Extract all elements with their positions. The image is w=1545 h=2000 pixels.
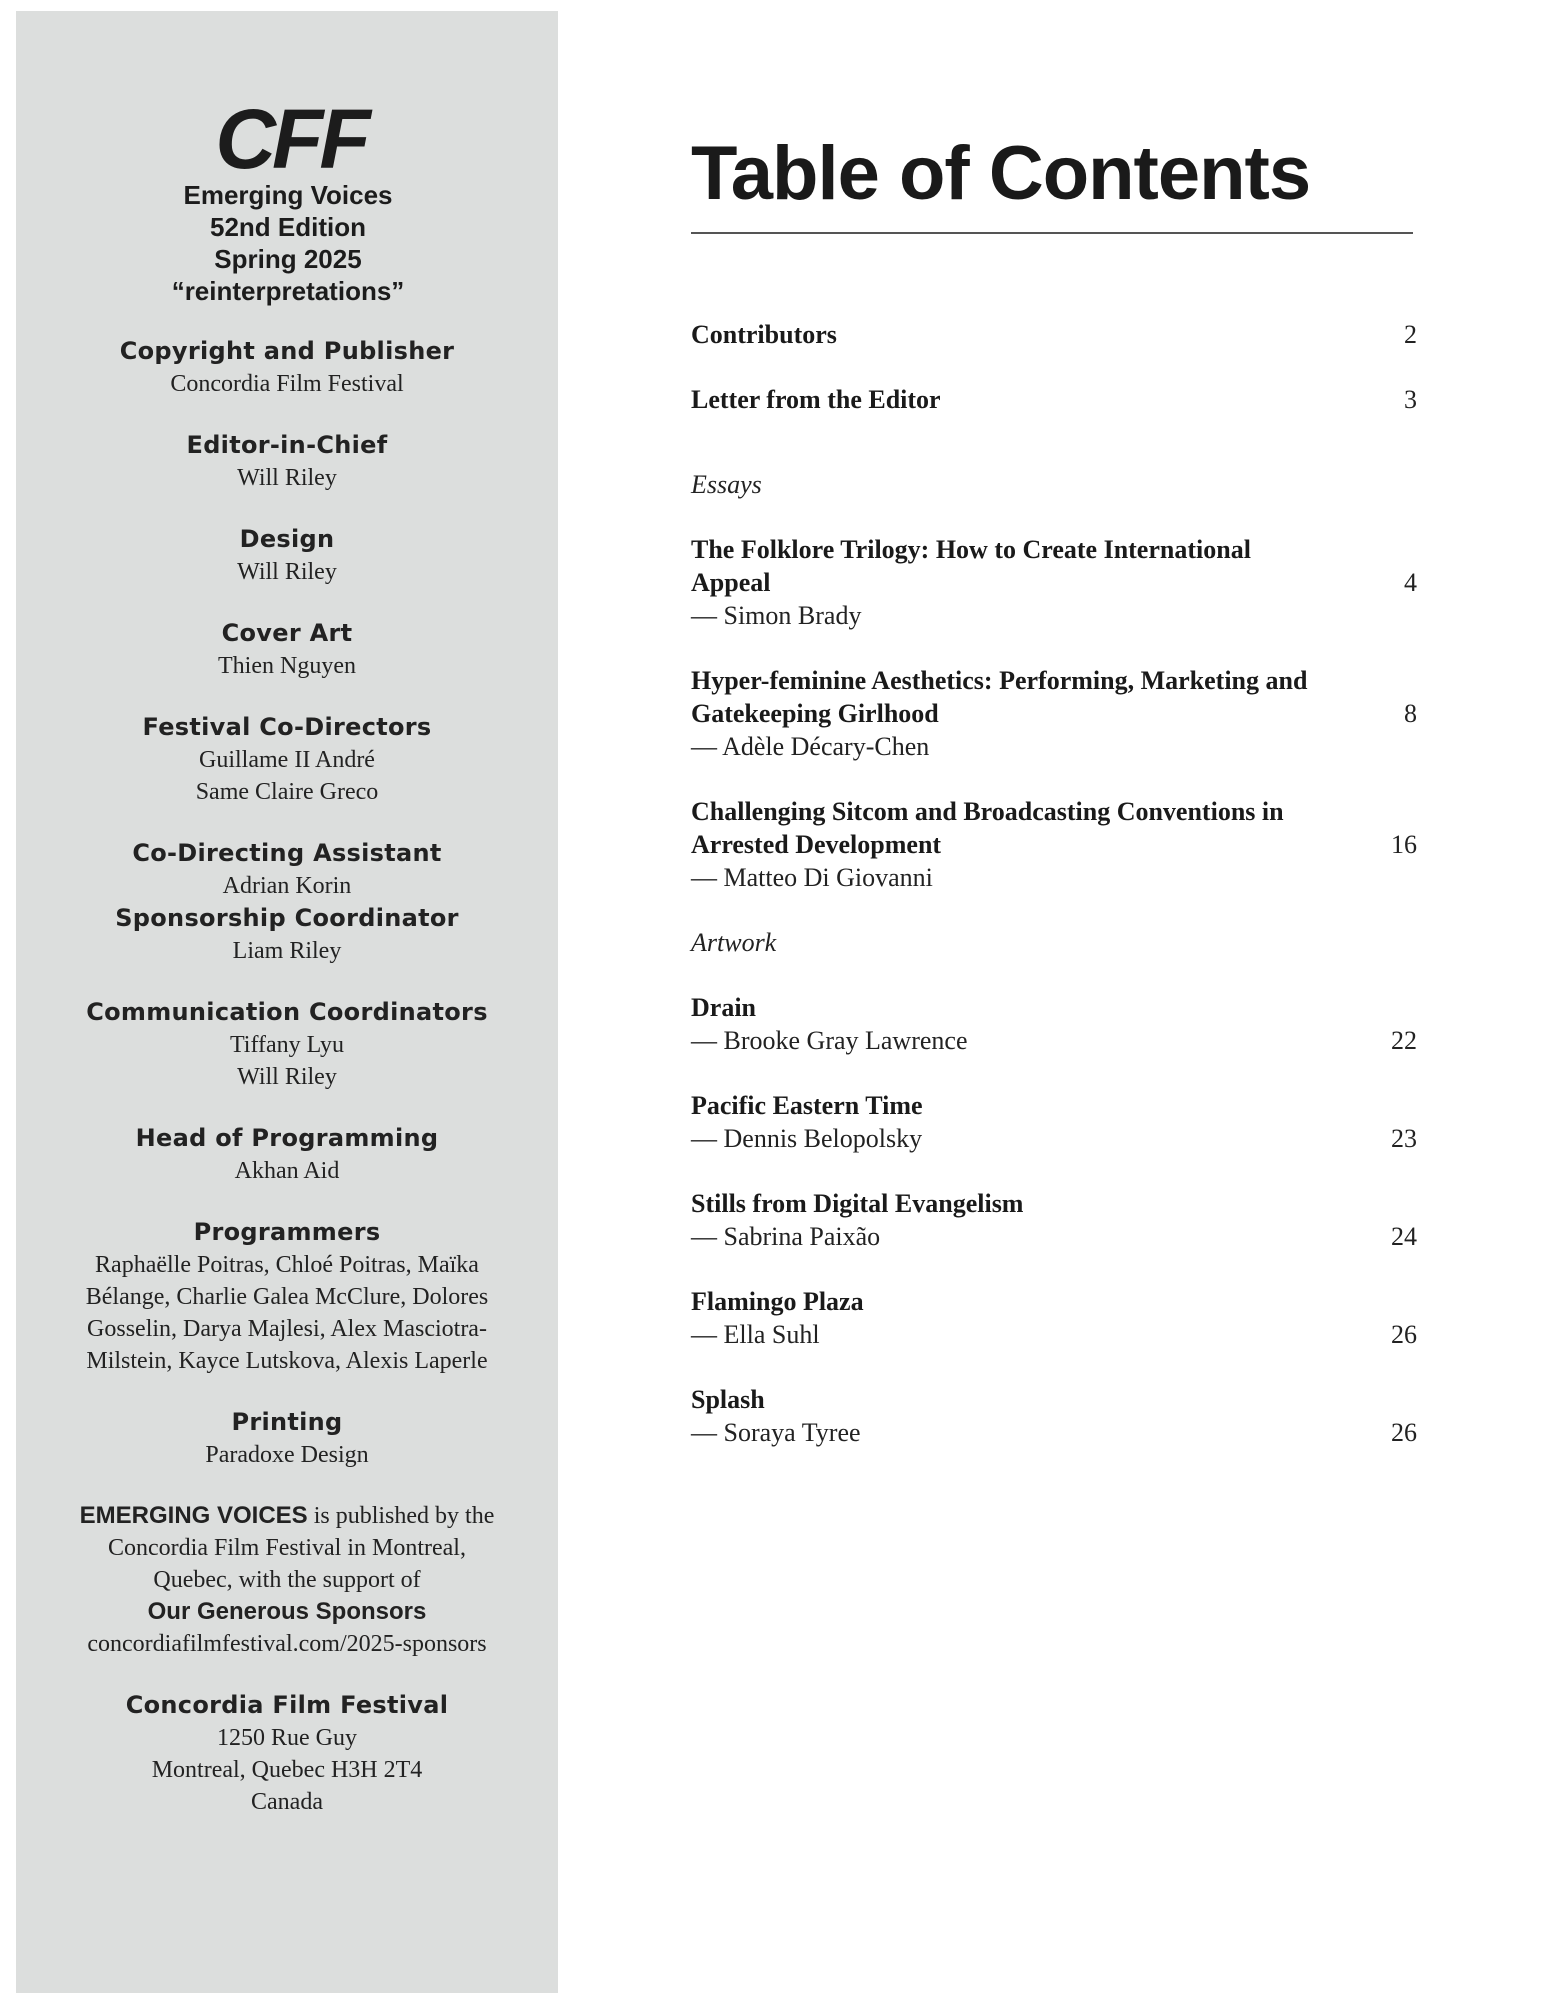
credit-name: Raphaëlle Poitras, Chloé Poitras, Maïka Bélange, Charlie Galea McClure, Dolores Gosselin, Darya Majlesi, Alex Masciotra-Milstein, Kayce Lutskova, Alexis Laperle	[85, 1252, 489, 1374]
credit-design	[16, 523, 558, 588]
toc-entry	[691, 533, 1417, 632]
credit-publisher	[16, 335, 558, 400]
credit-role: Programmers	[193, 1218, 381, 1246]
entry-page: 23	[1391, 1124, 1417, 1153]
credit-sponsorship	[16, 902, 558, 967]
toc-entry	[691, 795, 1417, 894]
credit-printing	[16, 1406, 558, 1471]
page-title: Table of Contents	[691, 131, 1311, 216]
masthead-sidebar	[16, 11, 558, 1993]
entry-title: Challenging Sitcom and Broadcasting Conventions in Arrested Development	[691, 797, 1284, 859]
credit-co-directors	[16, 711, 558, 808]
toc-entries	[691, 318, 1417, 1481]
credit-name: Adrian Korin	[222, 873, 352, 899]
credit-cover-art	[16, 617, 558, 682]
publication-title: EMERGING VOICES	[79, 1502, 308, 1529]
toc-entry	[691, 1187, 1417, 1253]
entry-author: — Sabrina Paixão	[691, 1222, 881, 1251]
entry-page: 3	[1404, 385, 1417, 414]
entry-page: 26	[1391, 1320, 1417, 1349]
credit-role: Copyright and Publisher	[119, 337, 455, 365]
credit-role: Communication Coordinators	[86, 998, 488, 1026]
entry-title: Contributors	[691, 320, 837, 349]
address-street: 1250 Rue Guy	[217, 1725, 357, 1751]
credits-list	[16, 335, 558, 1847]
credit-name: Will Riley	[237, 1064, 337, 1090]
publication-note	[72, 1500, 502, 1660]
credit-name: Will Riley	[237, 465, 337, 491]
entry-author: — Simon Brady	[691, 601, 862, 630]
entry-title: Hyper-feminine Aesthetics: Performing, Marketing and Gatekeeping Girlhood	[691, 666, 1308, 728]
entry-page: 4	[1404, 568, 1417, 597]
credit-name: Liam Riley	[232, 938, 342, 964]
entry-page: 24	[1391, 1222, 1417, 1251]
section-heading-essays: Essays	[691, 470, 762, 499]
credit-co-directing-assistant	[16, 837, 558, 902]
address-name: Concordia Film Festival	[125, 1691, 449, 1719]
credit-role: Editor-in-Chief	[186, 431, 388, 459]
address-city: Montreal, Quebec H3H 2T4	[151, 1757, 423, 1783]
publication-name: Emerging Voices	[183, 180, 393, 210]
address-block	[16, 1689, 558, 1818]
toc-entry	[691, 1383, 1417, 1449]
entry-page: 2	[1404, 320, 1417, 349]
toc-entry	[691, 991, 1417, 1057]
entry-title: The Folklore Trilogy: How to Create International Appeal	[691, 535, 1251, 597]
credit-role: Co-Directing Assistant	[132, 839, 442, 867]
sponsors-heading: Our Generous Sponsors	[147, 1598, 427, 1625]
entry-title: Pacific Eastern Time	[691, 1091, 923, 1120]
toc-entry	[691, 383, 1417, 416]
toc-entry	[691, 318, 1417, 351]
credit-name: Akhan Aid	[234, 1158, 340, 1184]
entry-page: 16	[1391, 830, 1417, 859]
credit-role: Printing	[231, 1408, 343, 1436]
entry-author: — Soraya Tyree	[691, 1418, 861, 1447]
theme: “reinterpretations”	[171, 276, 405, 306]
entry-author: — Dennis Belopolsky	[691, 1124, 923, 1153]
credit-name: Paradoxe Design	[205, 1442, 369, 1468]
credit-name: Guillame II André	[199, 747, 375, 773]
entry-title: Letter from the Editor	[691, 385, 941, 414]
credit-communication	[16, 996, 558, 1093]
credit-role: Cover Art	[221, 619, 353, 647]
cff-logo: CFF	[215, 92, 367, 186]
credit-name: Will Riley	[237, 559, 337, 585]
entry-author: — Brooke Gray Lawrence	[691, 1026, 968, 1055]
address-country: Canada	[251, 1789, 323, 1815]
entry-page: 22	[1391, 1026, 1417, 1055]
season: Spring 2025	[214, 244, 362, 274]
credit-role: Head of Programming	[135, 1124, 439, 1152]
publication-text: is published by the Concordia Film Festival in Montreal, Quebec, with the support of	[108, 1503, 495, 1593]
toc-entry	[691, 1285, 1417, 1351]
entry-author: — Matteo Di Giovanni	[691, 863, 933, 892]
entry-title: Stills from Digital Evangelism	[691, 1189, 1024, 1218]
masthead	[16, 92, 558, 307]
entry-title: Drain	[691, 993, 756, 1022]
title-divider	[691, 232, 1413, 234]
credit-head-programming	[16, 1122, 558, 1187]
credit-name: Thien Nguyen	[218, 653, 356, 679]
entry-author: — Ella Suhl	[691, 1320, 820, 1349]
credit-role: Festival Co-Directors	[142, 713, 432, 741]
credit-role: Sponsorship Coordinator	[115, 904, 459, 932]
entry-title: Flamingo Plaza	[691, 1287, 864, 1316]
entry-page: 26	[1391, 1418, 1417, 1447]
edition: 52nd Edition	[210, 212, 366, 242]
credit-programmers	[16, 1216, 558, 1377]
credit-editor	[16, 429, 558, 494]
entry-author: — Adèle Décary-Chen	[691, 732, 930, 761]
entry-title: Splash	[691, 1385, 765, 1414]
toc-entry	[691, 664, 1417, 763]
toc-entry	[691, 1089, 1417, 1155]
entry-page: 8	[1404, 699, 1417, 728]
sponsors-url: concordiafilmfestival.com/2025-sponsors	[87, 1631, 487, 1657]
section-heading-artwork: Artwork	[691, 928, 777, 957]
credit-name: Same Claire Greco	[195, 779, 379, 805]
credit-role: Design	[239, 525, 335, 553]
credit-name: Tiffany Lyu	[229, 1032, 345, 1058]
credit-name: Concordia Film Festival	[170, 371, 404, 397]
